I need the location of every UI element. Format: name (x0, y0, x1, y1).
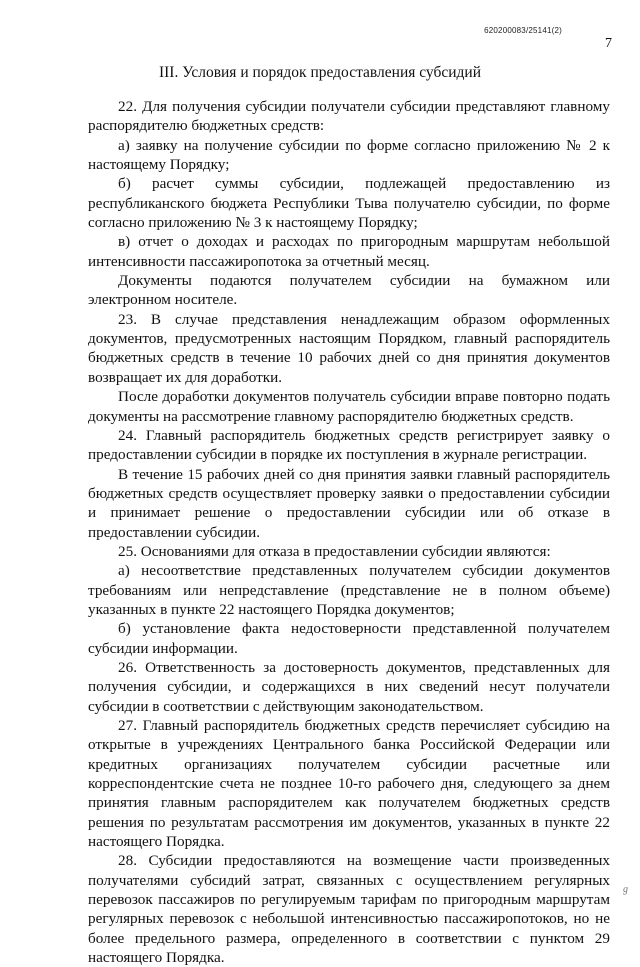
paragraph: 26. Ответственность за достоверность документов, представленных для получения субсидии, и содержащихся в них сведений несут получатели субсидии в соответствии с действующим законодательством. (88, 658, 610, 715)
scan-corner-mark: g (623, 884, 628, 895)
paragraph: После доработки документов получатель субсидии вправе повторно подать документы на рассмотрение главному распорядителю бюджетных средств. (88, 388, 610, 425)
section-title: III. Условия и порядок предоставления субсидий (158, 64, 481, 81)
paragraph: а) несоответствие представленных получателем субсидии документов требованиям или непредставление (представление не в полном объеме) указанных в пункте 22 настоящего Порядка документов; (88, 562, 610, 618)
paragraph: б) расчет суммы субсидии, подлежащей предоставлению из республиканского бюджета Республики Тыва получателю субсидии, по форме согласно приложению № 3 к настоящему Порядку; (88, 175, 610, 232)
paragraph: 24. Главный распорядитель бюджетных средств регистрирует заявку о предоставлении субсидии в порядке их поступления в журнале регистрации. (88, 426, 610, 464)
paragraph: 28. Субсидии предоставляются на возмещение части произведенных получателями субсидий затрат, связанных с осуществлением регулярных перевозок пассажиров по регулируемым тарифам по пригородным маршрутам регулярных перевозок с небольшой интенсивностью пассажиропотоков, но не более предельного размера, определенного в соответствии с пунктом 29 настоящего Порядка. (88, 852, 610, 967)
paragraph: 23. В случае представления ненадлежащим образом оформленных документов, предусмотренных настоящим Порядком, главный распорядитель бюджетных средств в течение 10 рабочих дней со дня принятия документов возвращает их для доработки. (88, 310, 610, 386)
paragraph: Документы подаются получателем субсидии на бумажном или электронном носителе. (88, 272, 610, 309)
paragraph: а) заявку на получение субсидии по форме согласно приложению № 2 к настоящему Порядку; (88, 136, 610, 174)
paragraph: В течение 15 рабочих дней со дня принятия заявки главный распорядитель бюджетных средств осуществляет проверку заявки о предоставлении субсидии и принимает решение о предоставлении субсидии или об отказе в предоставлении субсидии. (88, 465, 610, 541)
paragraph: б) установление факта недостоверности представленной получателем субсидии информации. (88, 620, 610, 657)
document-code: 620200083/25141(2) (484, 26, 562, 35)
paragraph: 27. Главный распорядитель бюджетных средств перечисляет субсидию на открытые в учреждениях Центрального банка Российской Федерации или кредитных организациях получателем субсидии расчетные или корреспондентские счета не позднее 10-го рабочего дня, следующего за днем принятия главным распорядителем как получателем бюджетных средств решения по результатам рассмотрения им документов, указанных в пункте 22 настоящего Порядка. (88, 717, 610, 851)
document-body (88, 97, 610, 967)
paragraph: 22. Для получения субсидии получатели субсидии представляют главному распорядителю бюджетных средств: (88, 98, 610, 135)
paragraph: 25. Основаниями для отказа в предоставлении субсидии являются: (118, 542, 551, 560)
page-number: 7 (605, 36, 612, 51)
paragraph: в) отчет о доходах и расходах по пригородным маршрутам небольшой интенсивности пассажиропотока за отчетный месяц. (88, 233, 610, 270)
